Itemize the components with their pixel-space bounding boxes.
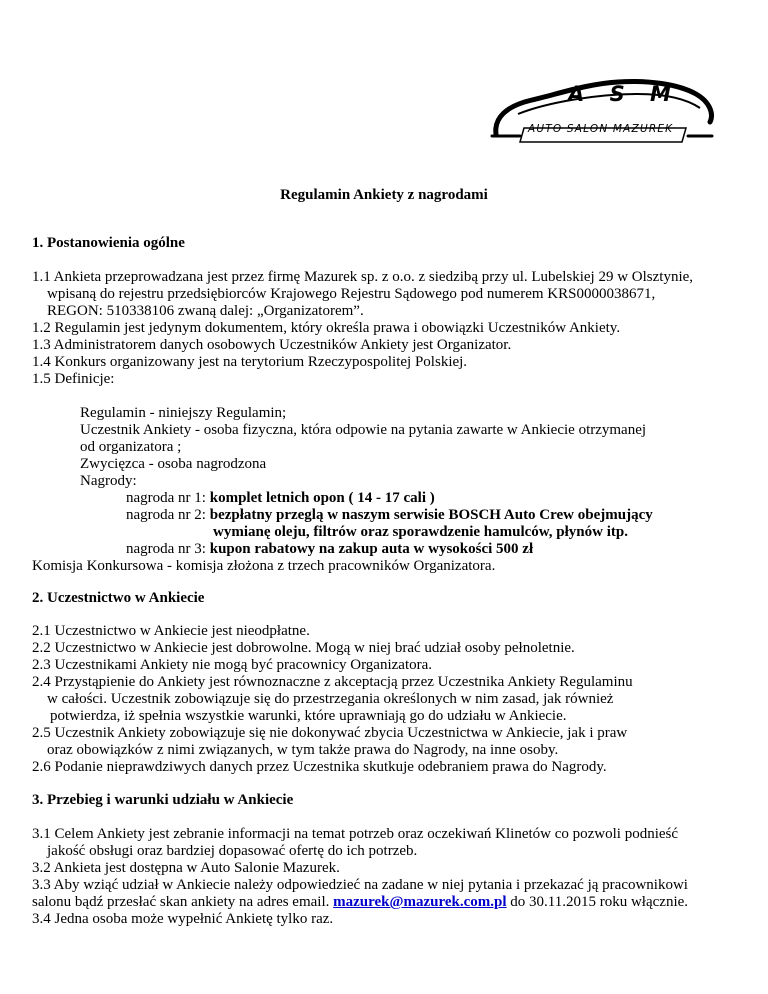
logo-brand: A S M bbox=[568, 82, 680, 106]
company-logo bbox=[488, 74, 716, 144]
paragraph-3-3-post: do 30.11.2015 roku włącznie. bbox=[506, 894, 689, 910]
prize-3 bbox=[126, 541, 533, 558]
paragraph-1-1: 1.1 Ankieta przeprowadzana jest przez firmę Mazurek sp. z o.o. z siedzibą przy ul. Lubelskiej 29 w Olsztynie, bbox=[32, 269, 694, 285]
definition-uczestnik-cont: od organizatora ; bbox=[80, 439, 182, 455]
paragraph-2-5: 2.5 Uczestnik Ankiety zobowiązuje się nie dokonywać zbycia Uczestnictwa w Ankiecie, jak i praw bbox=[32, 725, 628, 741]
email-link[interactable]: mazurek@mazurek.com.pl bbox=[333, 894, 507, 910]
paragraph-2-3: 2.3 Uczestnikami Ankiety nie mogą być pracownicy Organizatora. bbox=[32, 657, 433, 673]
definition-zwyciezca: Zwycięzca - osoba nagrodzona bbox=[80, 456, 267, 472]
paragraph-1-1-cont: wpisaną do rejestru przedsiębiorców Krajowego Rejestru Sądowego pod numerem KRS0000038671, bbox=[47, 286, 656, 302]
paragraph-2-4-cont2: potwierdza, iż spełnia wszystkie warunki, które uprawniają go do udziału w Ankiecie. bbox=[50, 708, 567, 724]
prize-3-label: nagroda nr 3: bbox=[126, 541, 210, 557]
paragraph-1-2: 1.2 Regulamin jest jedynym dokumentem, który określa prawa i obowiązki Uczestników Ankiety. bbox=[32, 320, 621, 336]
definition-uczestnik: Uczestnik Ankiety - osoba fizyczna, która odpowie na pytania zawarte w Ankiecie otrzymanej bbox=[80, 422, 647, 438]
paragraph-3-1: 3.1 Celem Ankiety jest zebranie informacji na temat potrzeb oraz oczekiwań Klinetów co pozwoli podnieść bbox=[32, 826, 679, 842]
prize-1-label: nagroda nr 1: bbox=[126, 490, 210, 506]
paragraph-2-6: 2.6 Podanie nieprawdziwych danych przez Uczestnika skutkuje odebraniem prawa do Nagrody. bbox=[32, 759, 607, 775]
paragraph-1-1-cont2: REGON: 510338106 zwaną dalej: „Organizatorem”. bbox=[47, 303, 364, 319]
paragraph-2-4: 2.4 Przystąpienie do Ankiety jest równoznaczne z akceptacją przez Uczestnika Ankiety Regulaminu bbox=[32, 674, 633, 690]
paragraph-3-3-cont bbox=[32, 894, 688, 911]
paragraph-2-1: 2.1 Uczestnictwo w Ankiecie jest nieodpłatne. bbox=[32, 623, 310, 639]
prize-3-value: kupon rabatowy na zakup auta w wysokości 500 zł bbox=[209, 541, 534, 557]
prize-2-label: nagroda nr 2: bbox=[126, 507, 210, 523]
prize-2 bbox=[126, 507, 653, 524]
prize-2-value: bezpłatny przeglą w naszym serwisie BOSCH Auto Crew obejmujący bbox=[209, 507, 653, 523]
section-3-heading: 3. Przebieg i warunki udziału w Ankiecie bbox=[32, 792, 294, 808]
definition-komisja: Komisja Konkursowa - komisja złożona z trzech pracowników Organizatora. bbox=[32, 558, 496, 574]
definition-nagrody: Nagrody: bbox=[80, 473, 137, 489]
paragraph-3-4: 3.4 Jedna osoba może wypełnić Ankietę tylko raz. bbox=[32, 911, 334, 927]
document-title: Regulamin Ankiety z nagrodami bbox=[280, 187, 488, 203]
paragraph-3-1-cont: jakość obsługi oraz bardziej dopasować ofertę do ich potrzeb. bbox=[47, 843, 418, 859]
prize-1-value: komplet letnich opon ( 14 - 17 cali ) bbox=[209, 490, 435, 506]
paragraph-2-5-cont: oraz obowiązków z nimi związanych, w tym także prawa do Nagrody, na inne osoby. bbox=[47, 742, 559, 758]
section-1-heading: 1. Postanowienia ogólne bbox=[32, 235, 185, 251]
paragraph-1-3: 1.3 Administratorem danych osobowych Uczestników Ankiety jest Organizator. bbox=[32, 337, 512, 353]
definition-regulamin: Regulamin - niniejszy Regulamin; bbox=[80, 405, 287, 421]
paragraph-3-3: 3.3 Aby wziąć udział w Ankiecie należy odpowiedzieć na zadane w niej pytania i przekazać ją pracownikowi bbox=[32, 877, 688, 893]
logo-subtitle: AUTO SALON MAZUREK bbox=[528, 123, 674, 135]
paragraph-1-5: 1.5 Definicje: bbox=[32, 371, 115, 387]
prize-2-value-cont: wymianę oleju, filtrów oraz sporawdzenie hamulców, płynów itp. bbox=[213, 524, 628, 540]
paragraph-3-2: 3.2 Ankieta jest dostępna w Auto Salonie Mazurek. bbox=[32, 860, 340, 876]
paragraph-2-2: 2.2 Uczestnictwo w Ankiecie jest dobrowolne. Mogą w niej brać udział osoby pełnoletnie. bbox=[32, 640, 575, 656]
paragraph-2-4-cont: w całości. Uczestnik zobowiązuje się do przestrzegania określonych w nim zasad, jak również bbox=[47, 691, 614, 707]
prize-1 bbox=[126, 490, 435, 507]
paragraph-3-3-pre: salonu bądź przesłać skan ankiety na adres email. bbox=[32, 894, 334, 910]
paragraph-1-4: 1.4 Konkurs organizowany jest na terytorium Rzeczypospolitej Polskiej. bbox=[32, 354, 468, 370]
section-2-heading: 2. Uczestnictwo w Ankiecie bbox=[32, 590, 205, 606]
